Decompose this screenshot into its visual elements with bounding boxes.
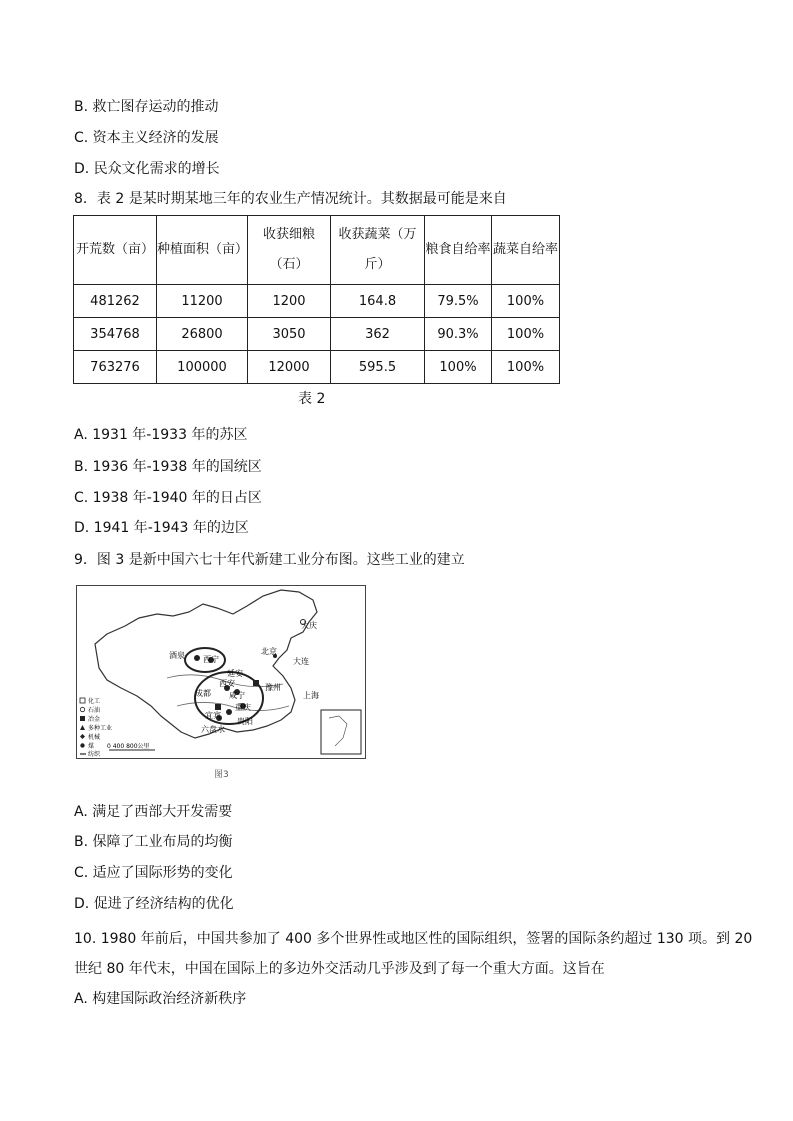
header-cell: 种植面积（亩） (157, 216, 248, 285)
table-cell: 481262 (74, 285, 157, 318)
table-cell: 595.5 (331, 351, 425, 384)
city-label: 大连 (293, 657, 309, 666)
table-cell: 354768 (74, 318, 157, 351)
q9-option-b: B. 保障了工业布局的均衡 (74, 834, 233, 850)
city-label: 贵阳 (237, 717, 253, 726)
legend-item: 机械 (88, 734, 101, 741)
city-label: 酒泉 (169, 651, 185, 660)
q7-option-d: D. 民众文化需求的增长 (74, 161, 220, 177)
table-header-row (74, 216, 560, 285)
city-label: 豫州 (265, 683, 281, 692)
table-row (74, 351, 560, 384)
legend-item: 冶金 (88, 716, 101, 723)
city-label: 宜宾 (205, 711, 221, 720)
city-label: 咸宁 (229, 691, 245, 700)
table-2 (73, 215, 560, 384)
city-label: 成都 (195, 689, 211, 698)
city-label: 重庆 (235, 703, 251, 712)
legend-item: 石油 (88, 707, 101, 714)
q9-option-d: D. 促进了经济结构的优化 (74, 896, 234, 912)
q8-option-c: C. 1938 年-1940 年的日占区 (74, 490, 262, 506)
q8-option-b: B. 1936 年-1938 年的国统区 (74, 459, 262, 475)
header-cell: 粮食自给率 (425, 216, 492, 285)
q9-option-c: C. 适应了国际形势的变化 (74, 865, 233, 881)
q10-option-a: A. 构建国际政治经济新秩序 (74, 991, 247, 1007)
table-cell: 3050 (248, 318, 331, 351)
table-cell: 1200 (248, 285, 331, 318)
q7-option-b: B. 救亡图存运动的推动 (74, 99, 219, 115)
city-label: 北京 (261, 647, 277, 656)
city-label: 大庆 (301, 621, 317, 630)
city-label: 上海 (303, 691, 319, 700)
legend-item: 煤 (88, 743, 95, 750)
city-label: 六盘水 (201, 725, 225, 734)
table-cell: 362 (331, 318, 425, 351)
table-cell: 164.8 (331, 285, 425, 318)
table-cell: 763276 (74, 351, 157, 384)
table-cell: 100% (492, 285, 560, 318)
q10-stem-line2: 世纪 80 年代末，中国在国际上的多边外交活动几乎涉及到了每一个重大方面。这旨在 (74, 961, 605, 977)
q8-option-d: D. 1941 年-1943 年的边区 (74, 520, 249, 536)
city-label: 西安 (219, 679, 235, 688)
table-cell: 100% (425, 351, 492, 384)
industry-distribution-map (76, 585, 366, 759)
q9-stem: 9．图 3 是新中国六七十年代新建工业分布图。这些工业的建立 (74, 552, 465, 568)
city-label: 延安 (227, 669, 243, 678)
legend-item: 纺织 (88, 751, 101, 758)
q9-option-a: A. 满足了西部大开发需要 (74, 804, 233, 820)
q8-option-a: A. 1931 年-1933 年的苏区 (74, 427, 248, 443)
q8-stem: 8．表 2 是某时期某地三年的农业生产情况统计。其数据最可能是来自 (74, 191, 507, 207)
header-cell: 开荒数（亩） (74, 216, 157, 285)
header-cell: 收获蔬菜（万斤） (331, 216, 425, 285)
table-cell: 100000 (157, 351, 248, 384)
table-row (74, 285, 560, 318)
map-scale: 0 400 800公里 (107, 743, 150, 750)
city-label: 西宁 (203, 655, 219, 664)
legend-item: 多种工业 (88, 725, 113, 732)
legend-item: 化工 (88, 698, 101, 705)
table-cell: 79.5% (425, 285, 492, 318)
table-cell: 100% (492, 351, 560, 384)
table-cell: 11200 (157, 285, 248, 318)
table-cell: 26800 (157, 318, 248, 351)
map-caption: 图3 (214, 770, 229, 780)
header-cell: 蔬菜自给率 (492, 216, 560, 285)
table-cell: 90.3% (425, 318, 492, 351)
table-caption: 表 2 (298, 391, 326, 407)
table-row (74, 318, 560, 351)
header-cell: 收获细粮（石） (248, 216, 331, 285)
q10-stem-line1: 10. 1980 年前后，中国共参加了 400 多个世界性或地区性的国际组织，签署的国际条约超过 130 项。到 20 (74, 931, 753, 947)
table-cell: 12000 (248, 351, 331, 384)
q7-option-c: C. 资本主义经济的发展 (74, 130, 219, 146)
table-cell: 100% (492, 318, 560, 351)
